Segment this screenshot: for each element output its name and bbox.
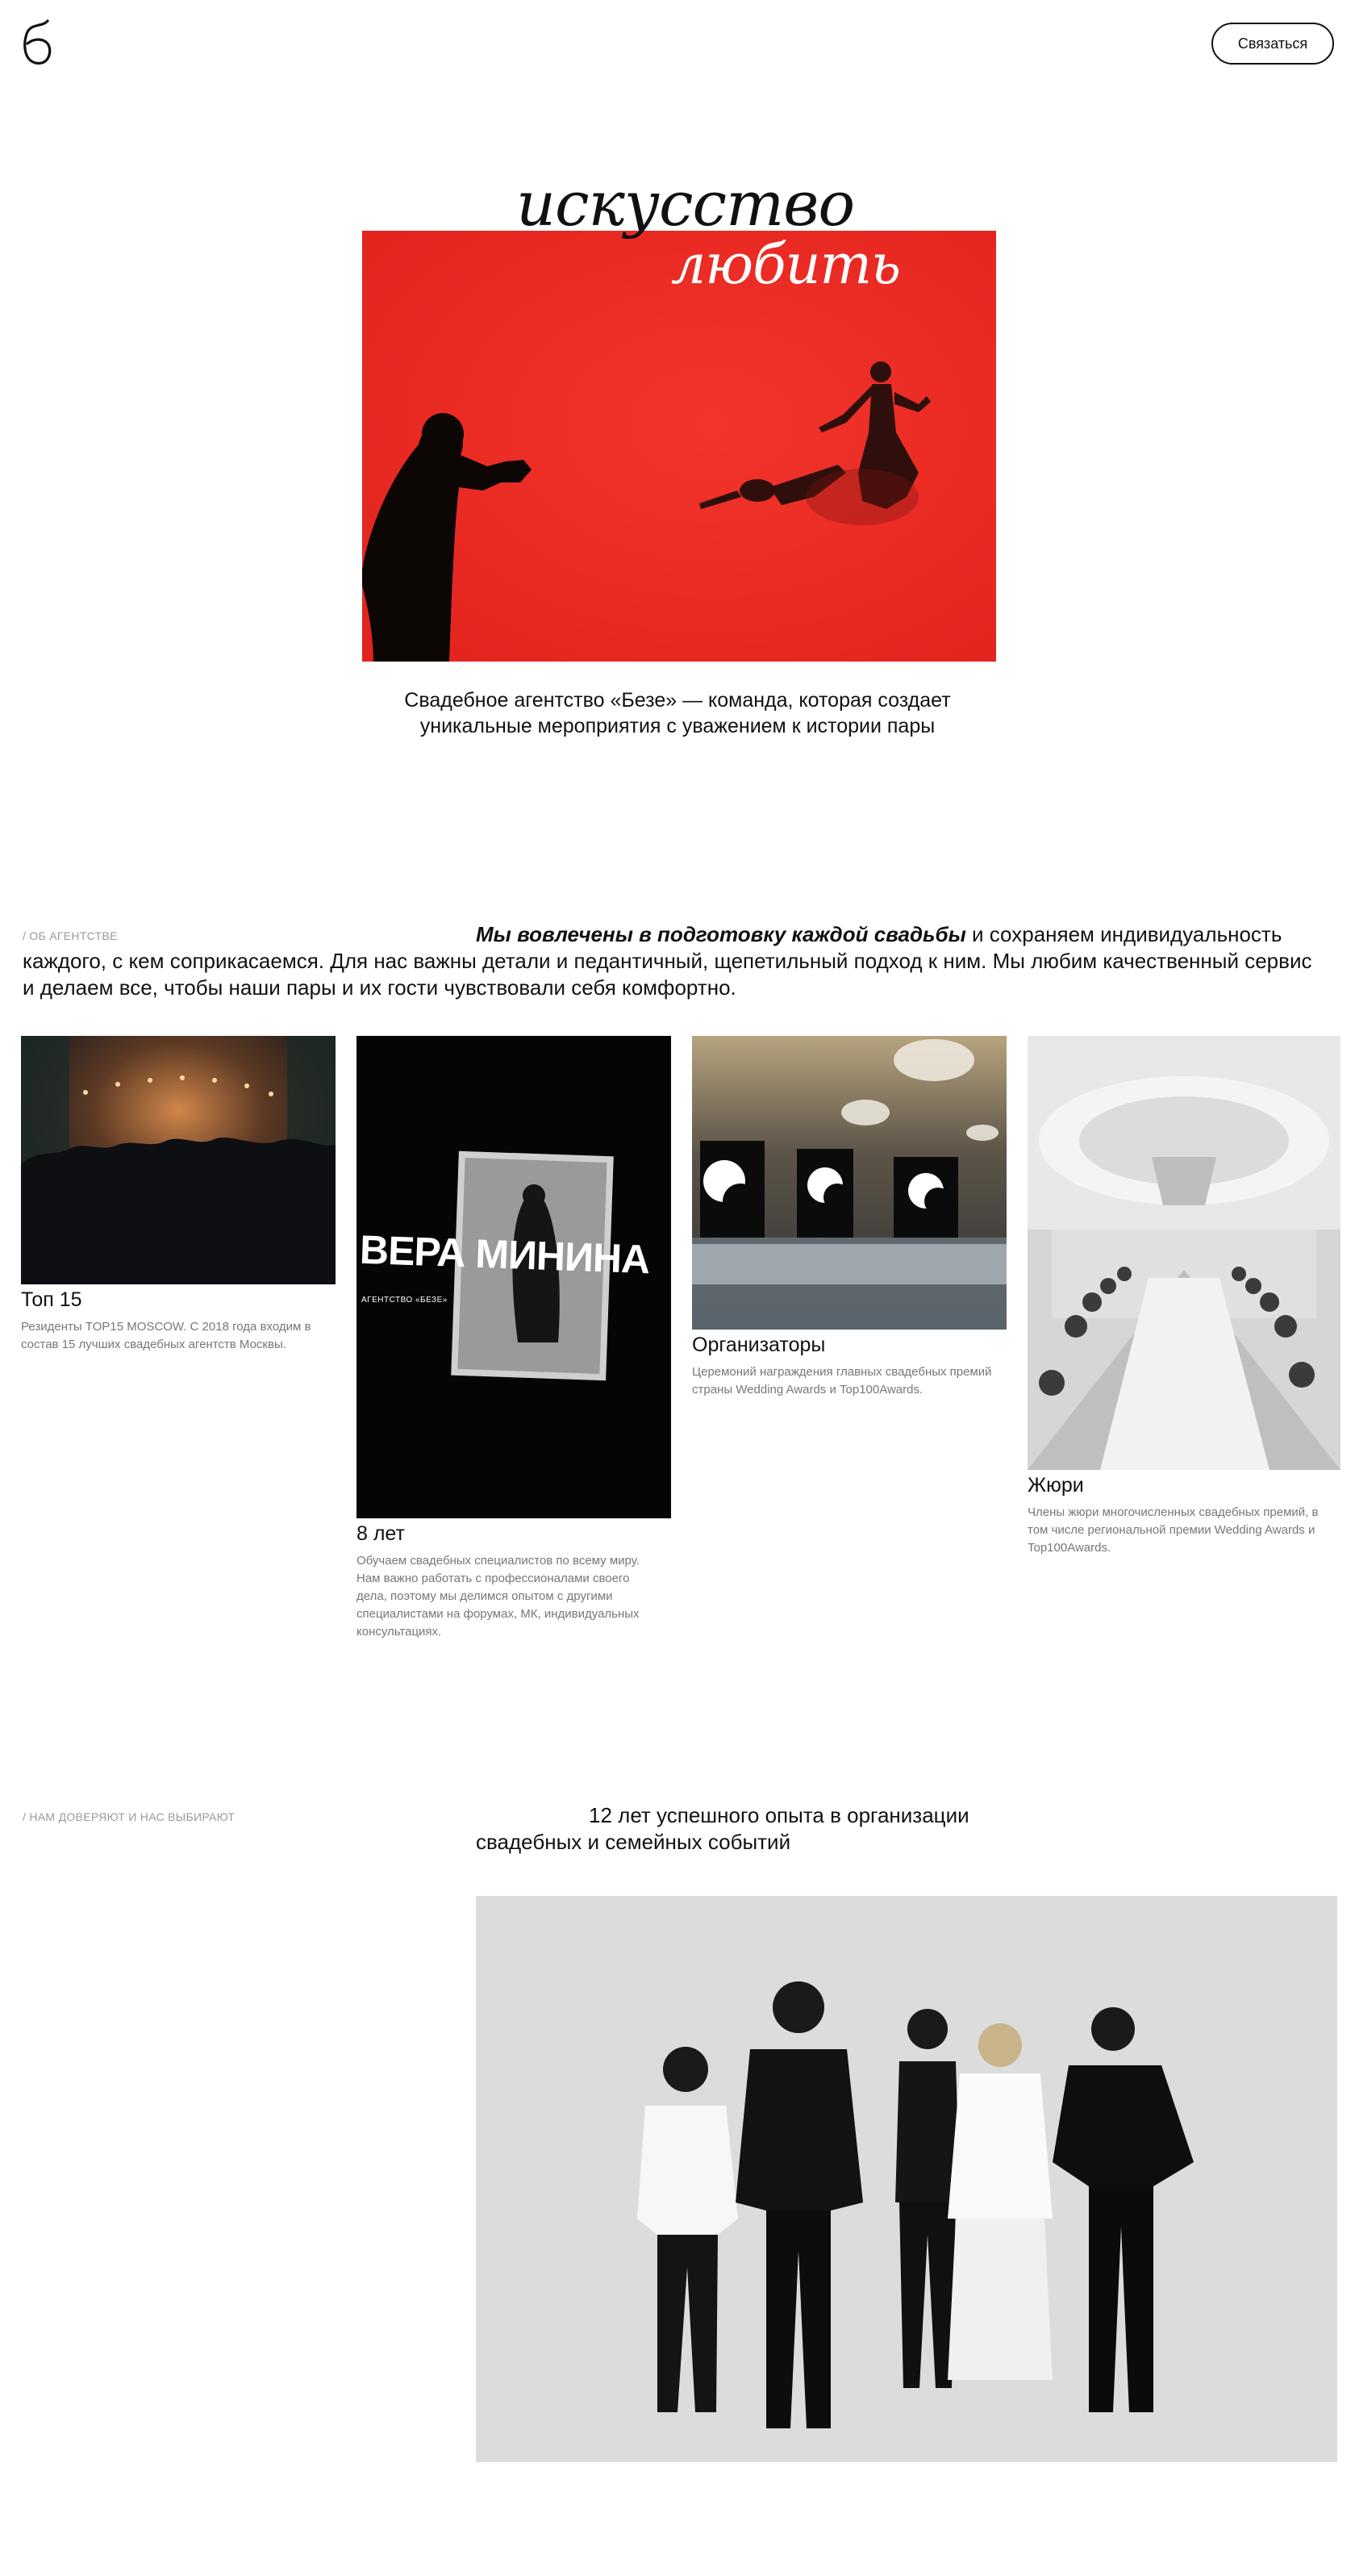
hero-title-line2: любить (671, 233, 900, 297)
about-description-bold: Мы вовлечены в подготовку каждой свадьбы (476, 922, 966, 946)
card-jury-title: Жюри (1028, 1474, 1084, 1497)
card-jury (1028, 1036, 1340, 1557)
about-description (23, 921, 1329, 1001)
contact-button[interactable]: Связаться (1211, 23, 1334, 65)
card-top15 (21, 1036, 336, 1354)
poster-small: АГЕНТСТВО «БЕЗЕ» (361, 1296, 448, 1305)
card-top15-image (21, 1036, 336, 1284)
card-organizers-image (692, 1036, 1007, 1330)
trust-description (476, 1802, 1040, 1856)
logo[interactable] (19, 16, 55, 73)
card-organizers (692, 1036, 1007, 1399)
card-top15-title: Топ 15 (21, 1288, 82, 1311)
card-top15-text: Резиденты TOP15 MOSCOW. С 2018 года входим в состав 15 лучших свадебных агентств Москвы. (21, 1320, 311, 1351)
trust-section-label: / НАМ ДОВЕРЯЮТ И НАС ВЫБИРАЮТ (23, 1810, 236, 1823)
about-description-rest: и сохраняем индивидуальность каждого, с кем соприкасаемся. Для нас важны детали и педантичный, щепетильный подход к ним. Мы любим качественный сервис и делаем все, чтобы наши пары и их гости чувствовали себя комфортно. (23, 922, 1312, 1000)
card-organizers-title: Организаторы (692, 1334, 826, 1356)
hero-title-line1: искусство (516, 168, 855, 240)
trust-description-text: 12 лет успешного опыта в организации свадебных и семейных событий (476, 1803, 969, 1854)
card-jury-text: Члены жюри многочисленных свадебных премий, в том числе региональной премии Wedding Awards и Top100Awards. (1028, 1505, 1319, 1555)
team-photo (476, 1896, 1337, 2462)
about-section-label: / ОБ АГЕНТСТВЕ (23, 929, 118, 942)
poster-name: ВЕРА МИНИНА (359, 1226, 651, 1283)
card-jury-image (1028, 1036, 1340, 1470)
card-8-years-text: Обучаем свадебных специалистов по всему миру. Нам важно работать с профессионалами своего дела, поэтому мы делимся опытом с другими специалистами на форумах, МК, индивидуальных консультациях. (356, 1554, 640, 1639)
card-organizers-text: Церемоний награждения главных свадебных премий страны Wedding Awards и Top100Awards. (692, 1365, 992, 1397)
card-8-years-image (356, 1036, 671, 1518)
card-8-years (356, 1036, 671, 1641)
card-8-years-title: 8 лет (356, 1522, 405, 1545)
hero-caption: Свадебное агентство «Безе» — команда, которая создает уникальные мероприятия с уважением к истории пары (404, 689, 951, 737)
